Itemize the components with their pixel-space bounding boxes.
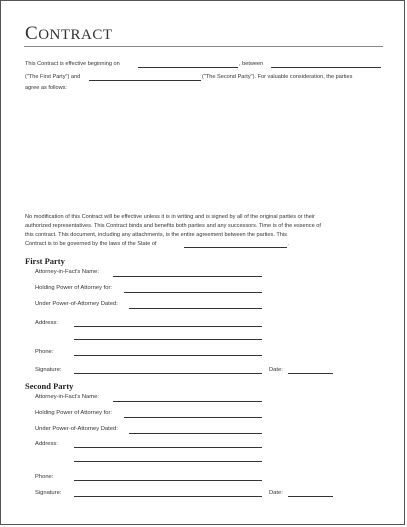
second-party-heading: Second Party	[25, 381, 74, 391]
second-address-field-2[interactable]	[74, 461, 262, 462]
first-address-field-2[interactable]	[74, 339, 262, 340]
second-attorney-label: Attorney-in-Fact's Name:	[35, 394, 99, 400]
closing-line-2: authorized representatives. This Contract binds and benefits both parties and any successors. Time is of the essence of	[25, 223, 321, 229]
intro-line-2-end: ("The Second Party"). For valuable consideration, the parties	[202, 74, 353, 80]
first-holding-label: Holding Power of Attorney for:	[35, 285, 113, 291]
first-holding-field[interactable]	[124, 292, 262, 293]
first-address-field-1[interactable]	[74, 326, 262, 327]
effective-date-field[interactable]	[138, 67, 238, 68]
intro-line-1-start: This Contract is effective beginning on	[25, 61, 120, 67]
second-date-field[interactable]	[288, 496, 333, 497]
first-attorney-label: Attorney-in-Fact's Name:	[35, 269, 99, 275]
first-phone-field[interactable]	[74, 355, 262, 356]
governing-state-field[interactable]	[184, 247, 287, 248]
second-under-field[interactable]	[129, 433, 262, 434]
second-phone-label: Phone:	[35, 474, 54, 480]
first-under-label: Under Power-of-Attorney Dated:	[35, 301, 118, 307]
second-holding-label: Holding Power of Attorney for:	[35, 410, 113, 416]
second-attorney-field[interactable]	[113, 401, 262, 402]
second-phone-field[interactable]	[74, 480, 262, 481]
second-date-label: Date:	[269, 490, 283, 496]
first-date-field[interactable]	[288, 373, 333, 374]
first-signature-label: Signature:	[35, 367, 62, 373]
title-divider	[24, 46, 383, 47]
second-address-label: Address:	[35, 441, 58, 447]
second-party-name-field[interactable]	[89, 80, 201, 81]
second-signature-label: Signature:	[35, 490, 62, 496]
second-address-field-1[interactable]	[74, 447, 262, 448]
first-signature-field[interactable]	[74, 373, 262, 374]
closing-line-1: No modification of this Contract will be effective unless it is in writing and is signed by all of the original parties or their	[25, 214, 315, 220]
first-address-label: Address:	[35, 320, 58, 326]
closing-line-4-end: .	[288, 241, 290, 247]
page-title: CONTRACT	[25, 23, 113, 44]
intro-line-3: agree as follows:	[25, 85, 67, 91]
intro-line-2-start: ("The First Party") and	[25, 74, 81, 80]
first-date-label: Date:	[269, 367, 283, 373]
first-phone-label: Phone:	[35, 349, 54, 355]
intro-line-1-end: , between	[239, 61, 264, 67]
closing-line-3: this contract. This document, including any attachments, is the entire agreement between the parties. This	[25, 232, 287, 238]
closing-line-4-start: Contract is to be governed by the laws of the State of	[25, 241, 157, 247]
first-party-name-field[interactable]	[271, 67, 381, 68]
second-signature-field[interactable]	[74, 496, 262, 497]
second-under-label: Under Power-of-Attorney Dated:	[35, 426, 118, 432]
second-holding-field[interactable]	[124, 417, 262, 418]
first-party-heading: First Party	[25, 256, 65, 266]
first-attorney-field[interactable]	[113, 276, 262, 277]
first-under-field[interactable]	[129, 308, 262, 309]
